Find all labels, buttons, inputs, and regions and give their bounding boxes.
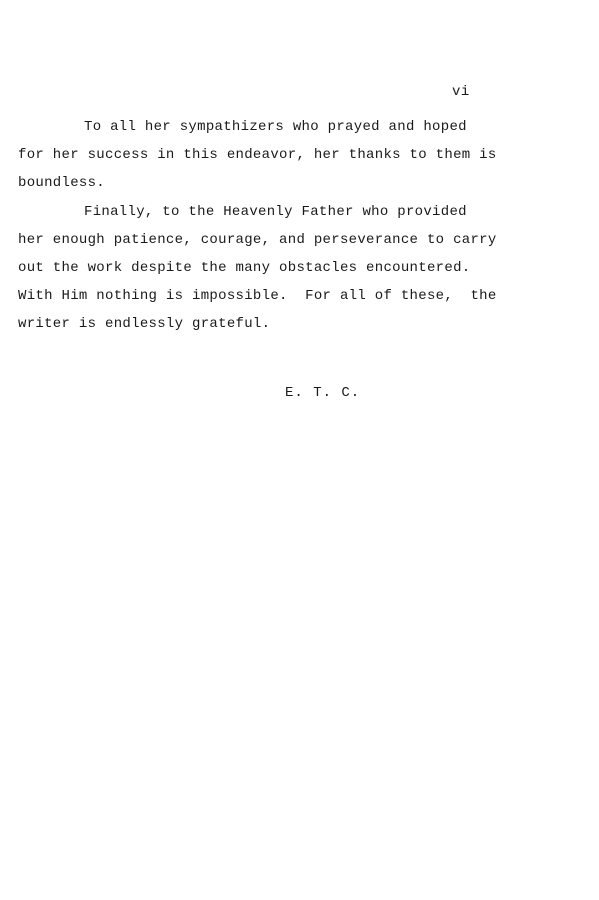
paragraph-2-line-2: her enough patience, courage, and perseverance to carry [18,231,497,248]
page-number: vi [452,84,470,100]
paragraph-2-line-5: writer is endlessly grateful. [18,316,271,333]
paragraph-2-line-4: With Him nothing is impossible. For all of these, the [18,288,497,305]
paragraph-2-line-3: out the work despite the many obstacles encountered. [18,260,471,277]
paragraph-1-line-1: To all her sympathizers who prayed and hoped [84,119,467,135]
paragraph-2-line-1: Finally, to the Heavenly Father who provided [84,203,467,220]
acknowledgment-text [18,113,497,339]
paragraph-1-line-3: boundless. [18,175,106,192]
signature-initials: E. T. C. [285,385,361,401]
paragraph-1-line-2: for her success in this endeavor, her thanks to them is [18,147,497,164]
